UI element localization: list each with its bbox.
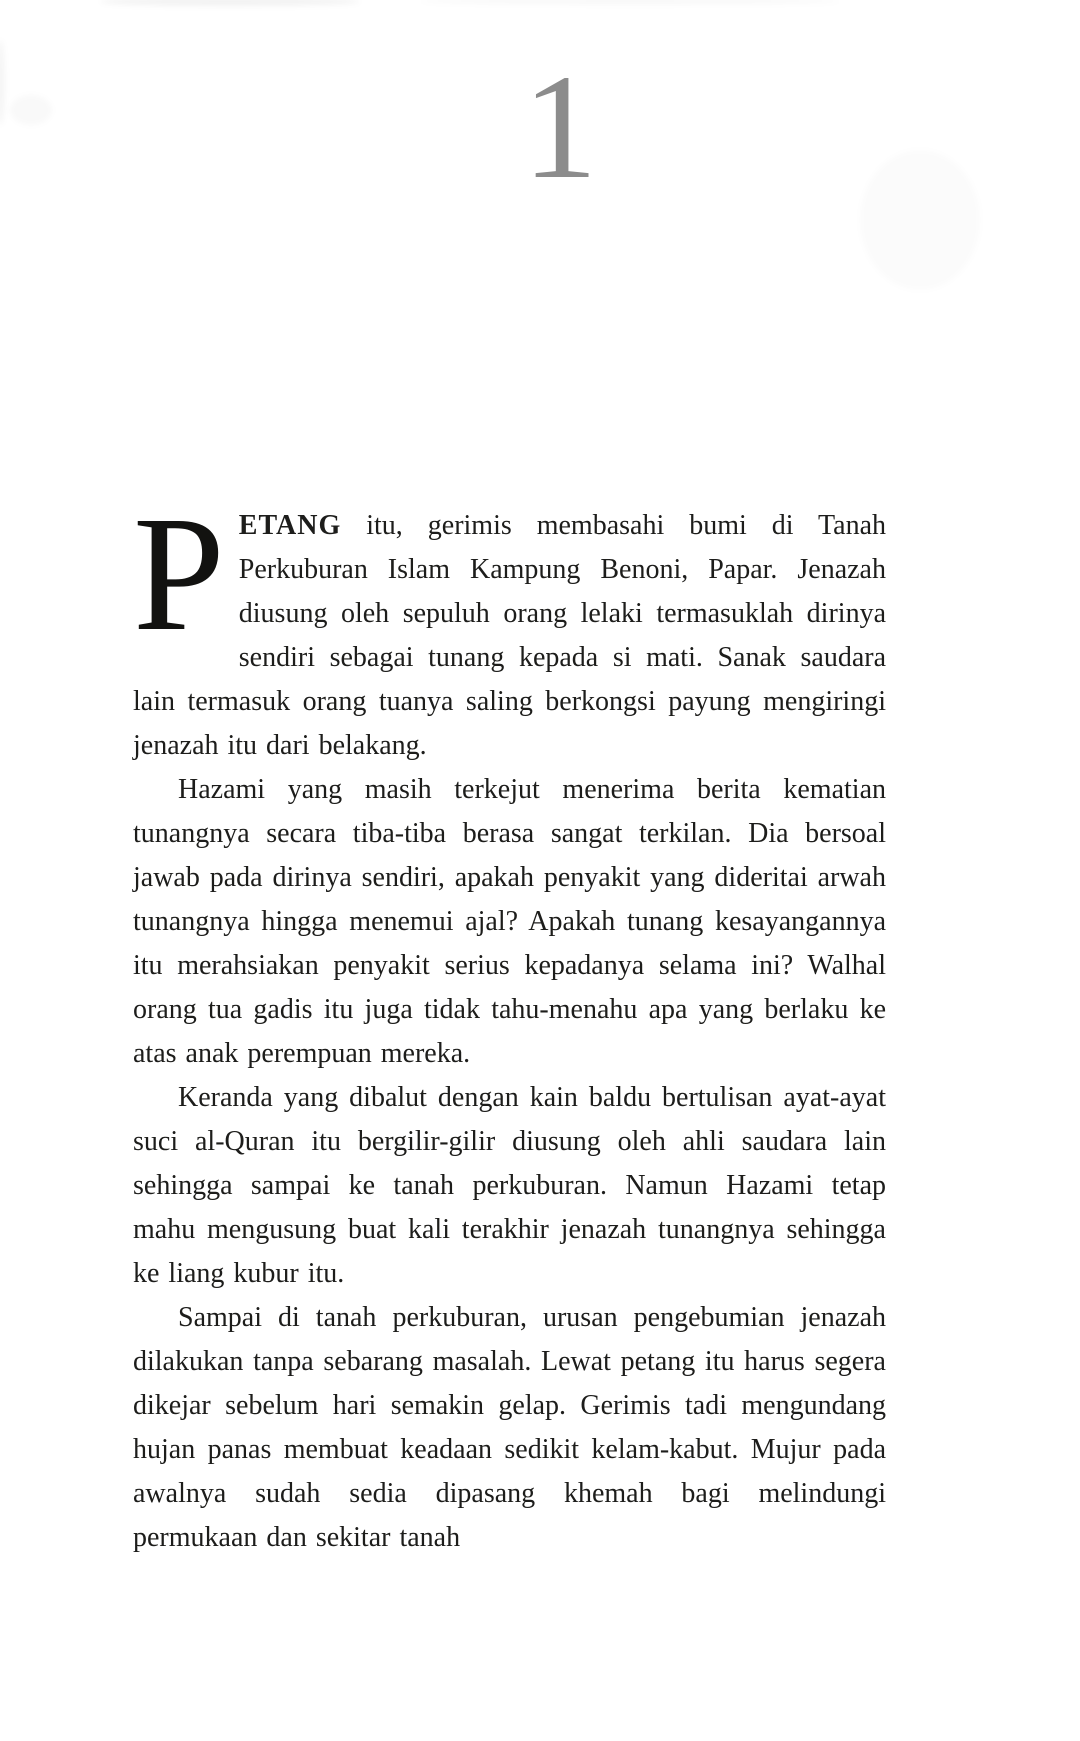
chapter-number: 1 — [522, 44, 598, 210]
scan-artifact — [10, 95, 52, 125]
scan-artifact — [100, 0, 360, 6]
paragraph-4: Sampai di tanah perkuburan, urusan pengebumian jenazah dilakukan tanpa sebarang masalah. Lewat petang itu harus segera dikejar sebelum hari semakin gelap. Gerimis tadi mengundang hujan panas membuat keadaan sedikit kelam-kabut. Mujur pada awalnya sudah sedia dipasang khemah bagi melindungi permukaan dan sekitar tanah — [133, 1302, 886, 1553]
scan-artifact — [420, 0, 840, 4]
paragraph-3: Keranda yang dibalut dengan kain baldu bertulisan ayat-ayat suci al-Quran itu bergilir-gilir diusung oleh ahli saudara lain sehingga sampai ke tanah perkuburan. Namun Hazami tetap mahu mengusung buat kali terakhir jenazah tunangnya sehingga ke liang kubur itu. — [133, 1082, 886, 1289]
paragraph-text: itu, gerimis membasahi bumi di Tanah Perkuburan Islam Kampung Benoni, Papar. Jenazah diusung oleh sepuluh orang lelaki termasuklah dirinya sendiri sebagai tunang kepada si mati. Sanak saudara lain termasuk orang tuanya saling berkongsi payung mengiringi jenazah itu dari belakang. — [133, 510, 886, 761]
paragraph-opening — [133, 482, 886, 768]
scan-artifact — [0, 40, 5, 125]
lead-word: ETANG — [238, 510, 342, 541]
scan-artifact — [860, 150, 980, 290]
paragraph-2: Hazami yang masih terkejut menerima berita kematian tunangnya secara tiba-tiba berasa sangat terkilan. Dia bersoal jawab pada dirinya sendiri, apakah penyakit yang dideritai arwah tunangnya hingga menemui ajal? Apakah tunang kesayangannya itu merahsiakan penyakit serius kepadanya selama ini? Walhal orang tua gadis itu juga tidak tahu-menahu apa yang berlaku ke atas anak perempuan mereka. — [133, 774, 886, 1069]
body-text — [133, 482, 886, 1560]
drop-cap-letter: P — [133, 482, 225, 665]
